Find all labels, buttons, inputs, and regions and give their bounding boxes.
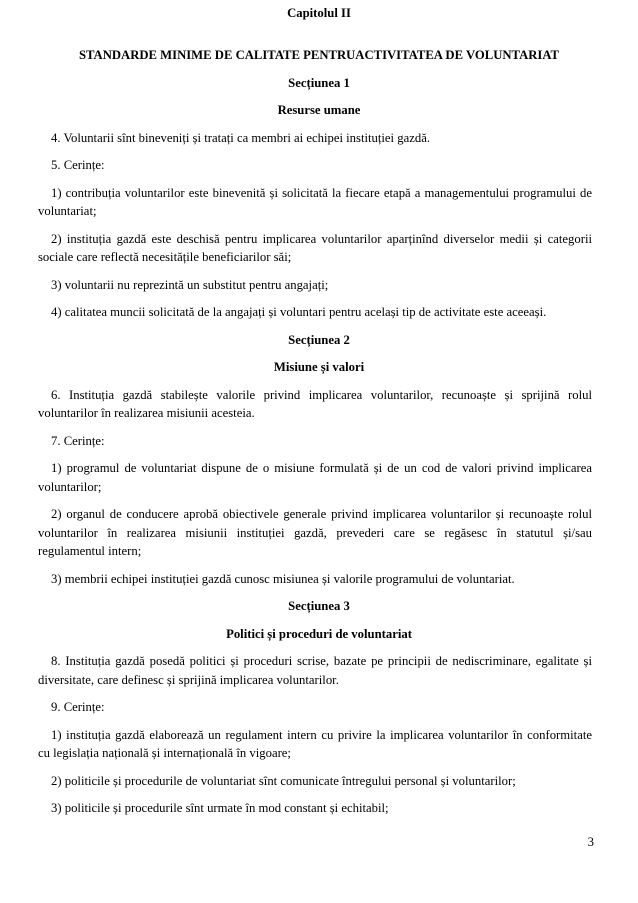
paragraph	[38, 726, 592, 763]
section-3	[38, 597, 592, 818]
paragraph	[38, 570, 592, 589]
paragraph-line: 5. Cerințe:	[51, 158, 105, 172]
paragraph	[38, 230, 592, 267]
section-heading: Misiune și valori	[273, 360, 365, 374]
page-number: 3	[587, 835, 594, 849]
paragraph	[38, 276, 592, 295]
paragraph	[38, 459, 592, 496]
section-heading: Resurse umane	[277, 103, 361, 117]
page-content	[38, 4, 592, 827]
document-title: STANDARDE MINIME DE CALITATE PENTRUACTIVITATEA DE VOLUNTARIAT	[78, 48, 560, 62]
paragraph-line: regulamentul intern;	[38, 544, 142, 558]
paragraph	[38, 386, 592, 423]
paragraph-line: 3) politicile și procedurile sînt urmate în mod constant și echitabil;	[51, 801, 389, 815]
paragraph-line: 1) contribuția voluntarilor este binevenită și solicitată la fiecare etapă a managementului programului de	[51, 185, 592, 200]
paragraph-line: 3) voluntarii nu reprezintă un substitut pentru angajați;	[51, 277, 329, 292]
section-heading: Politici și proceduri de voluntariat	[226, 626, 412, 641]
paragraph-line: 1) instituția gazdă elaborează un regulament intern cu privire la implicarea voluntarilor în conformitate	[51, 727, 592, 742]
paragraph-line: 9. Cerințe:	[51, 700, 105, 714]
paragraph-line: voluntariat;	[38, 204, 97, 218]
section-label: Secțiunea 2	[288, 332, 350, 347]
paragraph-line: 2) instituția gazdă este deschisă pentru implicarea voluntarilor aparținînd diverselor medii și categorii	[51, 231, 592, 246]
paragraph	[38, 303, 592, 322]
paragraph-line: diversitate, care definesc și sprijină implicarea voluntarilor.	[38, 672, 339, 687]
paragraph-line: 1) programul de voluntariat dispune de o misiune formulată și de un cod de valori privind implicarea	[51, 461, 592, 475]
paragraph-line: 2) politicile și procedurile de voluntariat sînt comunicate întregului personal și voluntarilor;	[51, 773, 516, 788]
paragraph	[38, 432, 592, 451]
paragraph-line: 2) organul de conducere aprobă obiectivele generale privind implicarea voluntarilor și recunoaște rolul	[51, 507, 592, 521]
paragraph-line: 4. Voluntarii sînt bineveniți și tratați ca membri ai echipei instituției gazdă.	[51, 130, 431, 145]
section-label: Secțiunea 1	[288, 75, 350, 90]
section-label: Secțiunea 3	[288, 599, 350, 613]
paragraph-line: voluntarilor în realizarea misiunii instituției gazdă, prevederi care se regăsesc în statutul și/sau	[38, 525, 592, 540]
paragraph-line: voluntarilor;	[38, 479, 102, 494]
paragraph	[38, 652, 592, 689]
paragraph-line: cu legislația națională și internațională în vigoare;	[38, 746, 291, 760]
paragraph-line: voluntarilor în realizarea misiunii acesteia.	[38, 406, 255, 420]
paragraph	[38, 698, 592, 717]
paragraph	[38, 799, 592, 818]
paragraph-line: sociale care reflectă necesitățile beneficiarilor săi;	[38, 250, 292, 264]
paragraph-line: 3) membrii echipei instituției gazdă cunosc misiunea și valorile programului de voluntariat.	[51, 571, 515, 586]
paragraph	[38, 505, 592, 561]
chapter-label: Capitolul II	[287, 6, 351, 20]
section-1	[38, 74, 592, 322]
paragraph-line: 4) calitatea muncii solicitată de la angajați și voluntari pentru același tip de activitate este aceeași.	[51, 305, 547, 319]
paragraph	[38, 129, 592, 148]
paragraph-line: 6. Instituția gazdă stabilește valorile privind implicarea voluntarilor, recunoaște și sprijină rolul	[51, 387, 592, 402]
paragraph	[38, 772, 592, 791]
paragraph-line: 7. Cerințe:	[51, 433, 105, 448]
paragraph	[38, 184, 592, 221]
section-2	[38, 331, 592, 589]
paragraph-line: 8. Instituția gazdă posedă politici și proceduri scrise, bazate pe principii de nediscriminare, egalitate și	[51, 654, 592, 668]
paragraph	[38, 156, 592, 175]
